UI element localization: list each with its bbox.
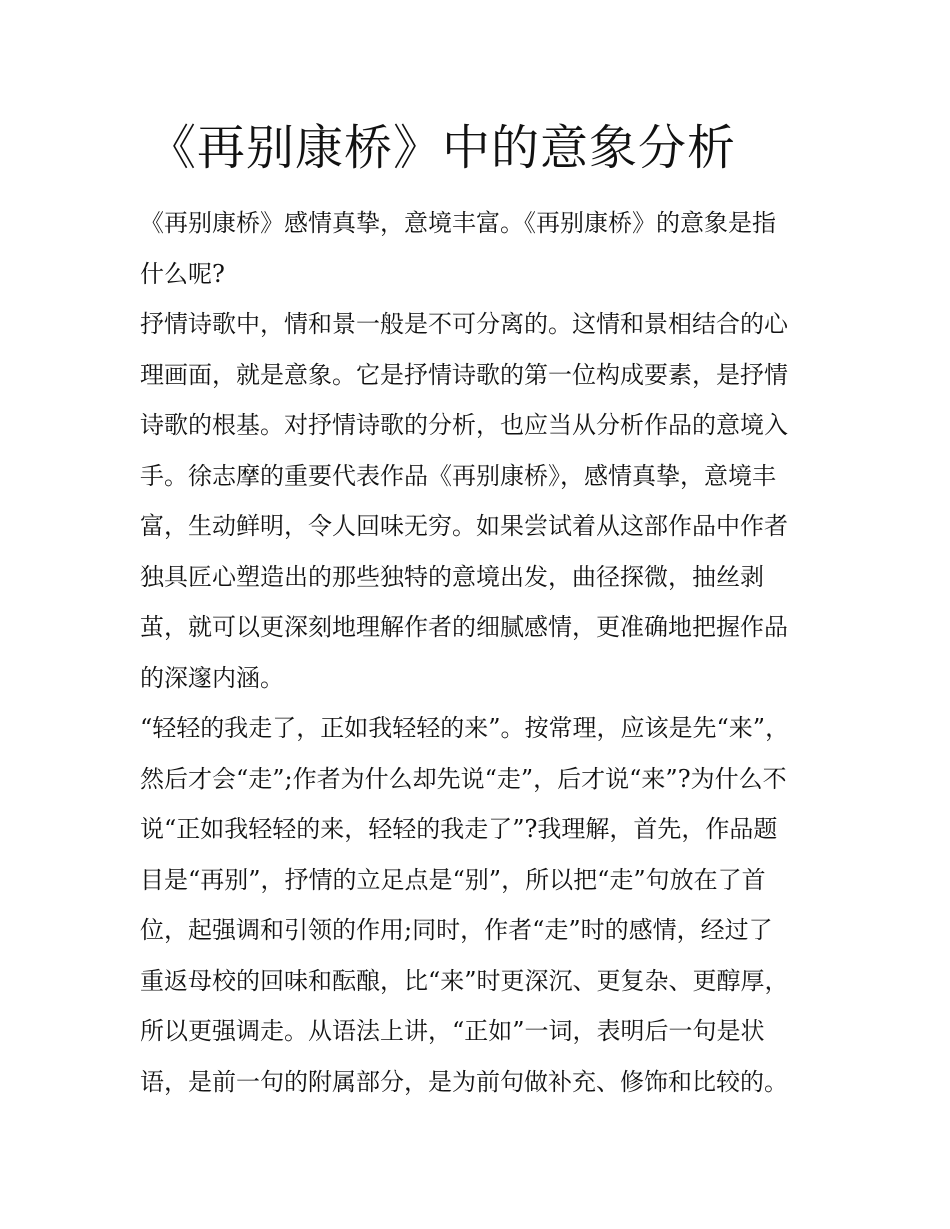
text-line: 然后才会“走”;作者为什么却先说“走”，后才说“来”?为什么不 <box>140 764 787 793</box>
text-line: 目是“再别”，抒情的立足点是“别”，所以把“走”句放在了首 <box>140 865 766 894</box>
text-line: 手。徐志摩的重要代表作品《再别康桥》，感情真挚，意境丰 <box>140 461 776 490</box>
text-line: “轻轻的我走了，正如我轻轻的来”。按常理，应该是先“来”， <box>140 714 790 742</box>
text-line: 抒情诗歌中，情和景一般是不可分离的。这情和景相结合的心 <box>140 310 788 338</box>
text-line: 《再别康桥》感情真挚，意境丰富。《再别康桥》的意象是指 <box>140 209 776 237</box>
text-line: 什么呢? <box>140 259 225 288</box>
document-body <box>140 198 820 1107</box>
text-line: 位，起强调和引领的作用;同时，作者“走”时的感情，经过了 <box>140 916 773 944</box>
text-line: 诗歌的根基。对抒情诗歌的分析，也应当从分析作品的意境入 <box>140 411 788 439</box>
text-line: 语，是前一句的附属部分，是为前句做补充、修饰和比较的。 <box>140 1067 788 1096</box>
text-line: 茧，就可以更深刻地理解作者的细腻感情，更准确地把握作品 <box>140 613 788 641</box>
document-title: 《再别康桥》中的意象分析 <box>148 120 737 176</box>
text-line: 的深邃内涵。 <box>140 663 284 692</box>
text-line: 独具匠心塑造出的那些独特的意境出发，曲径探微，抽丝剥 <box>140 562 764 591</box>
text-line: 说“正如我轻轻的来，轻轻的我走了”?我理解，首先，作品题 <box>140 815 778 843</box>
text-line: 所以更强调走。从语法上讲，“正如”一词，表明后一句是状 <box>140 1017 765 1045</box>
text-line: 理画面，就是意象。它是抒情诗歌的第一位构成要素，是抒情 <box>140 360 788 389</box>
text-line: 富，生动鲜明，令人回味无穷。如果尝试着从这部作品中作者 <box>140 512 788 540</box>
text-line: 重返母校的回味和酝酿，比“来”时更深沉、更复杂、更醇厚， <box>140 966 789 995</box>
